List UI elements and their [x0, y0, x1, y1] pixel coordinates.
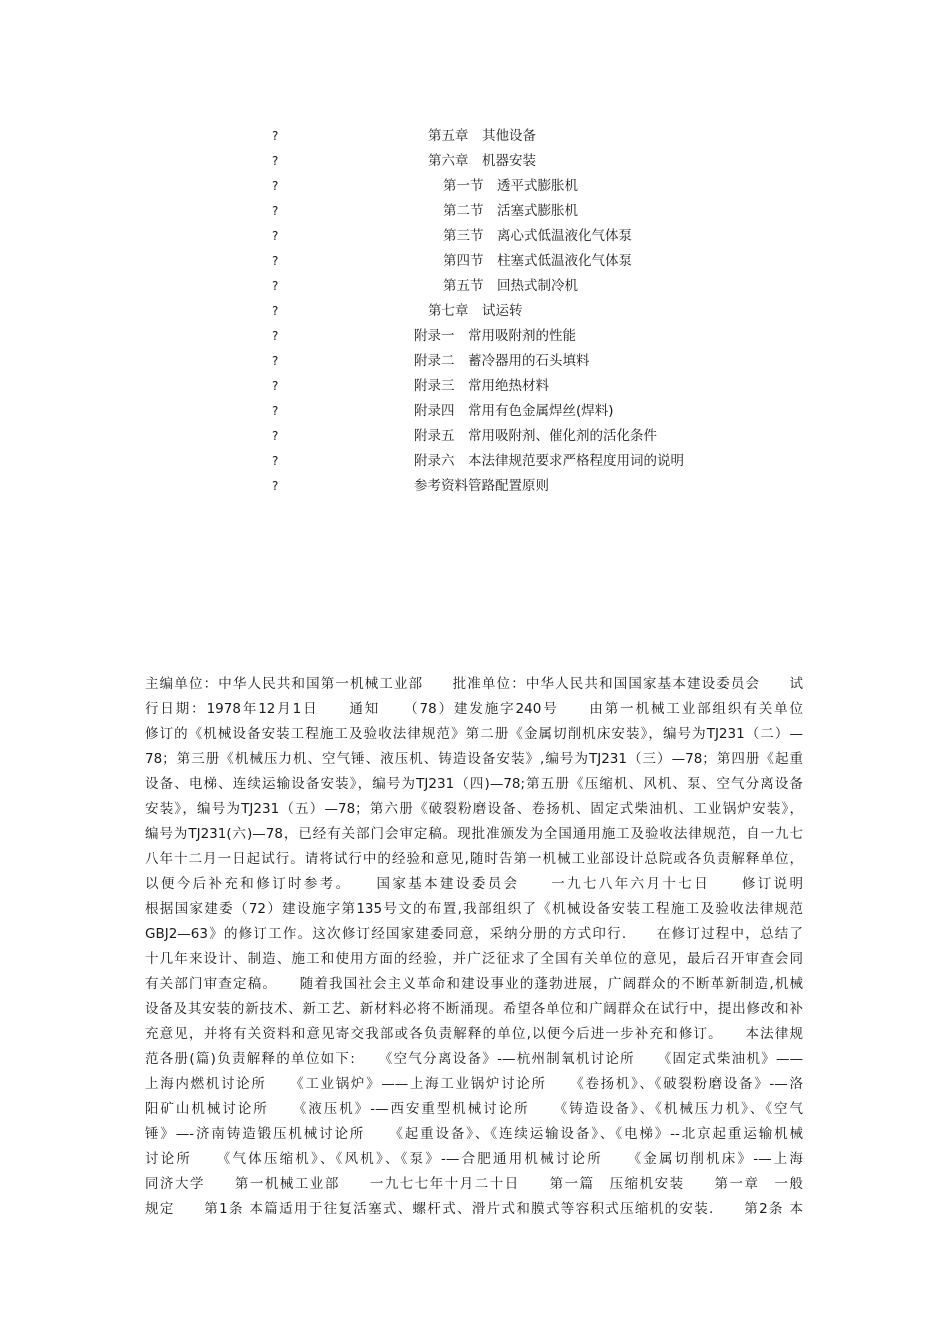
toc-entry[interactable] — [0, 399, 950, 424]
toc-entry[interactable] — [0, 174, 950, 199]
body-line: 以便今后补充和修订时参考。 国家基本建设委员会 一九七八年六月十七日 修订说明 — [145, 876, 803, 892]
body-paragraph — [145, 672, 803, 1222]
toc-bullet: ? — [272, 479, 279, 493]
body-line: 修订的《机械设备安装工程施工及验收法律规范》第二册《金属切削机床安装》，编号为TJ231（二）— — [145, 726, 803, 742]
toc-entry[interactable] — [0, 249, 950, 274]
body-line: 安装》，编号为TJ231（五）—78；第六册《破裂粉磨设备、卷扬机、固定式柴油机、工业锅炉安装》， — [145, 801, 803, 817]
toc-entry-text: 第五章 其他设备 — [428, 128, 536, 144]
toc-entry[interactable] — [0, 224, 950, 249]
toc-bullet: ? — [272, 304, 279, 318]
toc-entry-text: 第七章 试运转 — [428, 303, 523, 319]
body-line: 讨论所 《气体压缩机》、《风机》、《泵》-—合肥通用机械讨论所 《金属切削机床》-—上海 — [145, 1151, 803, 1167]
toc-entry-text: 附录四 常用有色金属焊丝(焊料) — [414, 403, 614, 419]
body-line: 设备、电梯、连续运输设备安装》，编号为TJ231（四)—78;第五册《压缩机、风机、泵、空气分离设备 — [145, 776, 803, 792]
body-line: 阳矿山机械讨论所 《液压机》-—西安重型机械讨论所 《铸造设备》、《机械压力机》、《空气 — [145, 1101, 803, 1117]
toc-bullet: ? — [272, 429, 279, 443]
toc-entry-text: 第四节 柱塞式低温液化气体泵 — [443, 253, 632, 269]
toc-bullet: ? — [272, 404, 279, 418]
body-line: 充意见，并将有关资料和意见寄交我部或各负责解释的单位,以便今后进一步补充和修订。 本法律规 — [145, 1026, 803, 1042]
body-line: 十几年来设计、制造、施工和使用方面的经验，并广泛征求了全国有关单位的意见，最后召开审查会同 — [145, 951, 803, 967]
toc-entry-text: 第二节 活塞式膨胀机 — [443, 203, 578, 219]
toc-bullet: ? — [272, 329, 279, 343]
toc-entry[interactable] — [0, 149, 950, 174]
toc-bullet: ? — [272, 354, 279, 368]
toc-bullet: ? — [272, 254, 279, 268]
body-line: 78；第三册《机械压力机、空气锤、液压机、铸造设备安装》,编号为TJ231（三）—78；第四册《起重 — [145, 751, 803, 767]
toc-entry[interactable] — [0, 449, 950, 474]
body-line: 编号为TJ231(六)—78，已经有关部门会审定稿。现批准颁发为全国通用施工及验收法律规范，自一九七 — [145, 826, 803, 842]
toc-entry-text: 第六章 机器安装 — [428, 153, 536, 169]
body-line: 范各册(篇)负责解释的单位如下: 《空气分离设备》-—杭州制氧机讨论所 《固定式柴油机》—— — [145, 1051, 803, 1067]
body-line: 设备及其安装的新技术、新工艺、新材料必将不断涌现。希望各单位和广阔群众在试行中，提出修改和补 — [145, 1001, 803, 1017]
toc-entry-text: 第五节 回热式制冷机 — [443, 278, 578, 294]
toc-bullet: ? — [272, 154, 279, 168]
toc-entry-text: 附录一 常用吸附剂的性能 — [414, 328, 576, 344]
toc-entry-text: 参考资料管路配置原则 — [414, 478, 549, 494]
toc-entry-text: 第一节 透平式膨胀机 — [443, 178, 578, 194]
toc-bullet: ? — [272, 379, 279, 393]
body-line: 上海内燃机讨论所 《工业锅炉》——上海工业锅炉讨论所 《卷扬机》、《破裂粉磨设备》-—洛 — [145, 1076, 803, 1092]
body-line: 行日期：1978年12月1日 通知 （78）建发施字240号 由第一机械工业部组织有关单位 — [145, 701, 803, 717]
toc-bullet: ? — [272, 279, 279, 293]
toc-bullet: ? — [272, 129, 279, 143]
toc-entry-text: 第三节 离心式低温液化气体泵 — [443, 228, 632, 244]
toc-entry[interactable] — [0, 124, 950, 149]
body-line: 同济大学 第一机械工业部 一九七七年十月二十日 第一篇 压缩机安装 第一章 一般 — [145, 1176, 803, 1192]
body-line: GBJ2—63》的修订工作。这次修订经国家建委同意，采纳分册的方式印行. 在修订过程中，总结了 — [145, 926, 803, 942]
toc-entry-text: 附录六 本法律规范要求严格程度用词的说明 — [414, 453, 684, 469]
toc-bullet: ? — [272, 204, 279, 218]
toc-entry[interactable] — [0, 374, 950, 399]
toc-bullet: ? — [272, 454, 279, 468]
toc-bullet: ? — [272, 229, 279, 243]
toc-entry-text: 附录三 常用绝热材料 — [414, 378, 549, 394]
toc-entry[interactable] — [0, 299, 950, 324]
toc-bullet: ? — [272, 179, 279, 193]
body-line: 规定 第1条 本篇适用于往复活塞式、螺杆式、滑片式和膜式等容积式压缩机的安装. 第2条 本 — [145, 1201, 803, 1217]
body-line: 根据国家建委（72）建设施字第135号文的布置,我部组织了《机械设备安装工程施工及验收法律规范 — [145, 901, 803, 917]
toc-entry[interactable] — [0, 324, 950, 349]
toc-entry-text: 附录二 蓄冷器用的石头填料 — [414, 353, 590, 369]
toc-entry[interactable] — [0, 474, 950, 499]
table-of-contents — [0, 124, 950, 499]
toc-entry[interactable] — [0, 349, 950, 374]
body-line: 八年十二月一日起试行。请将试行中的经验和意见,随时告第一机械工业部设计总院或各负责解释单位， — [145, 851, 803, 867]
toc-entry[interactable] — [0, 199, 950, 224]
body-line: 有关部门审查定稿。 随着我国社会主义革命和建设事业的蓬勃进展，广阔群众的不断革新制造,机械 — [145, 976, 803, 992]
body-line: 主编单位：中华人民共和国第一机械工业部 批准单位：中华人民共和国国家基本建设委员会 试 — [145, 676, 803, 692]
toc-entry[interactable] — [0, 274, 950, 299]
toc-entry[interactable] — [0, 424, 950, 449]
toc-entry-text: 附录五 常用吸附剂、催化剂的活化条件 — [414, 428, 657, 444]
body-line: 锤》—-济南铸造锻压机械讨论所 《起重设备》、《连续运输设备》、《电梯》--北京起重运输机械 — [145, 1126, 803, 1142]
